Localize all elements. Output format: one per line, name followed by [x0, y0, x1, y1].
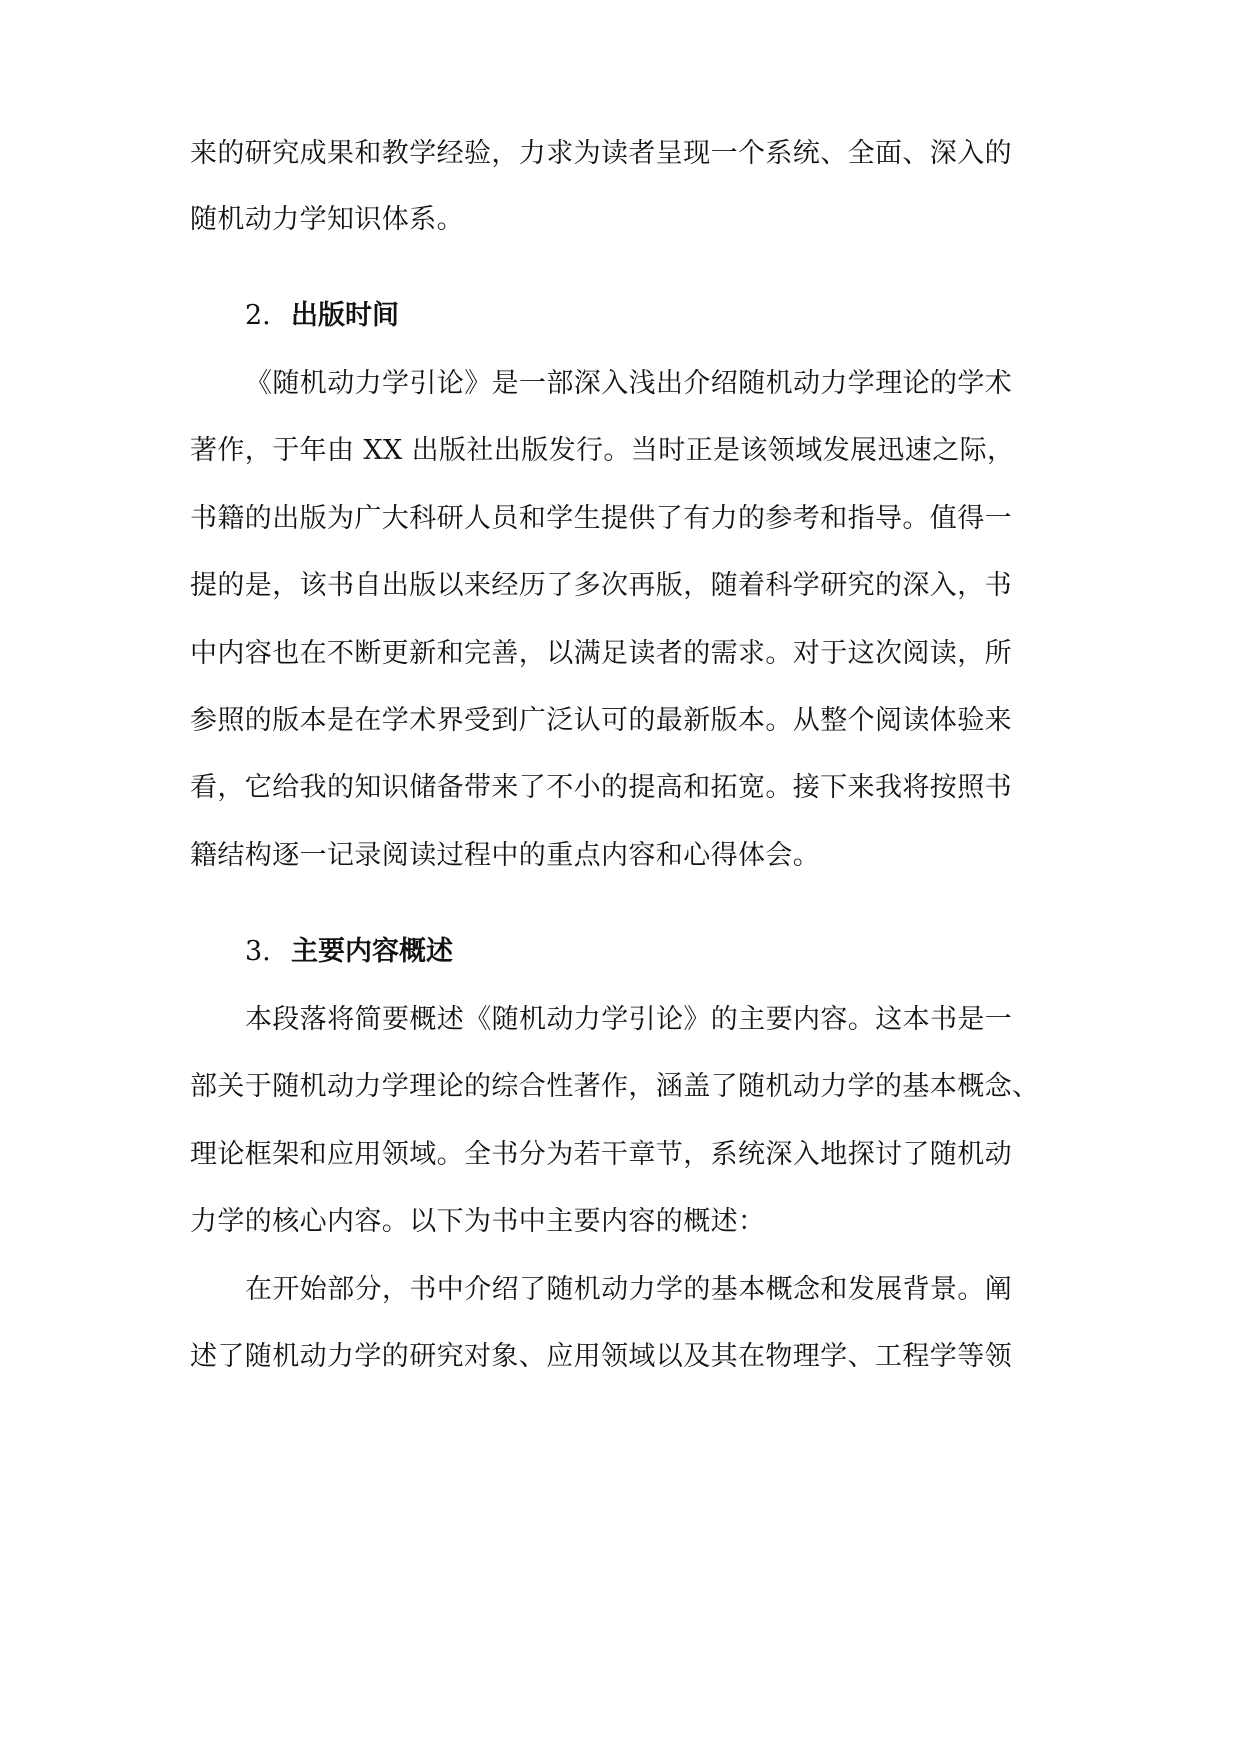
paragraph-line: 中内容也在不断更新和完善，以满足读者的需求。对于这次阅读，所 [190, 638, 1012, 669]
paragraph-line: 籍结构逐一记录阅读过程中的重点内容和心得体会。 [190, 840, 821, 871]
paragraph-line: 提的是，该书自出版以来经历了多次再版，随着科学研究的深入，书 [190, 570, 1012, 601]
section-title: 主要内容概述 [291, 936, 453, 967]
paragraph-line: 部关于随机动力学理论的综合性著作，涵盖了随机动力学的基本概念、 [190, 1071, 1040, 1102]
paragraph-line: 在开始部分，书中介绍了随机动力学的基本概念和发展背景。阐 [245, 1274, 1013, 1305]
section-number: 3. [245, 936, 271, 967]
section-heading-3 [245, 934, 453, 970]
paragraph-line: 随机动力学知识体系。 [190, 204, 464, 235]
paragraph-line: 本段落将简要概述《随机动力学引论》的主要内容。这本书是一 [245, 1004, 1013, 1035]
paragraph-line: 述了随机动力学的研究对象、应用领域以及其在物理学、工程学等领 [190, 1341, 1012, 1372]
section-heading-2 [245, 298, 399, 334]
paragraph-line: 来的研究成果和教学经验，力求为读者呈现一个系统、全面、深入的 [190, 138, 1012, 169]
paragraph-line: 《随机动力学引论》是一部深入浅出介绍随机动力学理论的学术 [245, 368, 1013, 399]
paragraph-line: 书籍的出版为广大科研人员和学生提供了有力的参考和指导。值得一 [190, 503, 1012, 534]
section-title: 出版时间 [291, 300, 399, 331]
paragraph-line: 力学的核心内容。以下为书中主要内容的概述： [190, 1206, 766, 1237]
paragraph-line: 参照的版本是在学术界受到广泛认可的最新版本。从整个阅读体验来 [190, 705, 1012, 736]
paragraph-line: 著作，于年由 XX 出版社出版发行。当时正是该领域发展迅速之际， [190, 435, 1015, 466]
paragraph-line: 理论框架和应用领域。全书分为若干章节，系统深入地探讨了随机动 [190, 1139, 1012, 1170]
section-number: 2. [245, 300, 271, 331]
paragraph-line: 看，它给我的知识储备带来了不小的提高和拓宽。接下来我将按照书 [190, 772, 1012, 803]
